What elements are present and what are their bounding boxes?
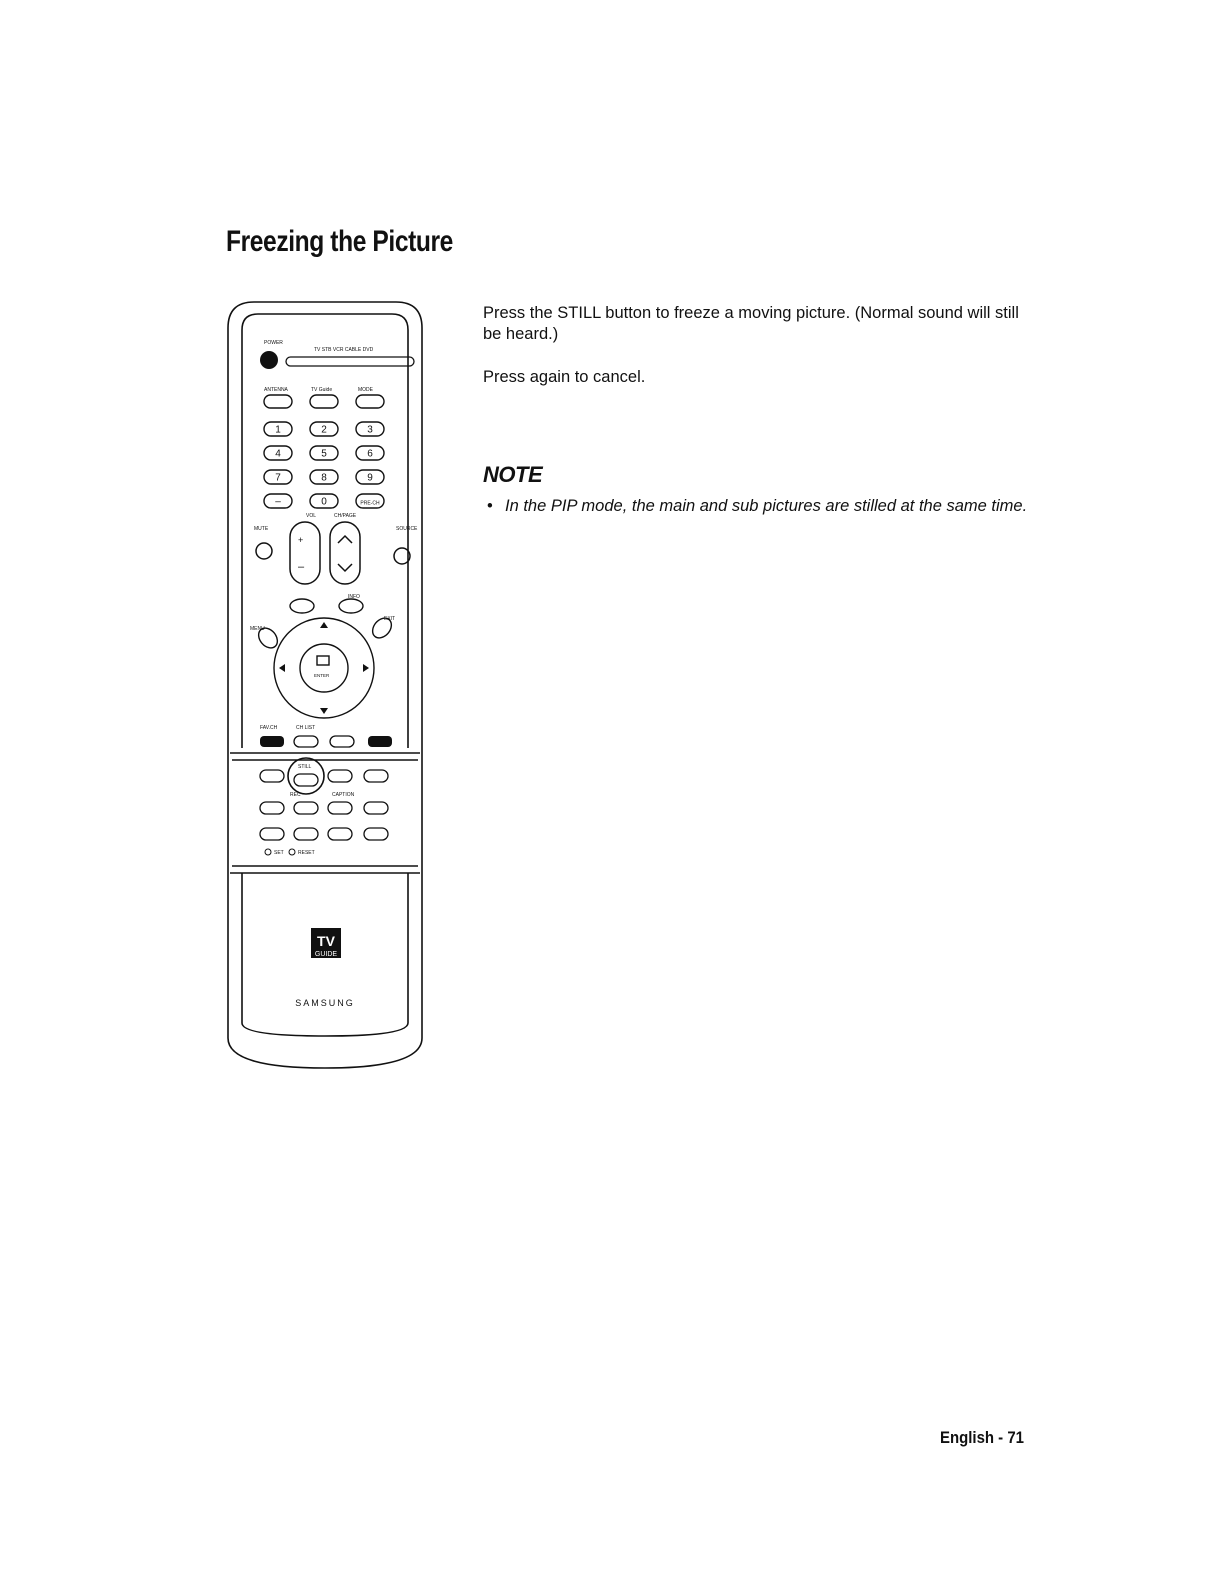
slide-panel-button[interactable] <box>364 828 388 840</box>
note-heading: NOTE <box>483 462 543 487</box>
digit-label: 6 <box>367 448 373 460</box>
antenna-mode-button[interactable] <box>290 599 314 613</box>
caption-label: CAPTION <box>332 792 355 798</box>
mode-slider[interactable] <box>286 357 414 366</box>
volume-up-icon: + <box>298 535 304 545</box>
page-title: Freezing the Picture <box>226 225 453 258</box>
color-button[interactable] <box>368 736 392 747</box>
info-label: INFO <box>348 594 360 600</box>
note-text: In the PIP mode, the main and sub pictures are stilled at the same time. <box>505 497 1028 515</box>
fav-ch-button[interactable] <box>260 736 284 747</box>
set-label: SET <box>274 850 284 856</box>
number-keypad <box>264 422 384 508</box>
slide-panel-button[interactable] <box>328 802 352 814</box>
slide-panel-button[interactable] <box>328 770 352 782</box>
set-indicator-icon <box>265 849 271 855</box>
chlist-label: CH LIST <box>296 725 316 731</box>
volume-down-icon: – <box>298 561 305 573</box>
reset-label: RESET <box>298 850 315 856</box>
digit-label: 4 <box>275 448 281 460</box>
antenna-button[interactable] <box>264 395 292 408</box>
ch-list-button[interactable] <box>294 736 318 747</box>
mode-button[interactable] <box>356 395 384 408</box>
digit-label: 2 <box>321 424 327 436</box>
slide-panel-button[interactable] <box>294 802 318 814</box>
digit-label: 9 <box>367 472 373 484</box>
power-button[interactable] <box>260 351 278 369</box>
fav-label: FAV.CH <box>260 725 278 731</box>
source-label: SOURCE <box>396 526 418 532</box>
bullet-icon: • <box>487 497 493 515</box>
d-net-button[interactable] <box>330 736 354 747</box>
chpage-label: CH/PAGE <box>334 513 357 519</box>
page-number: English - 71 <box>940 1428 1024 1447</box>
digit-label: 3 <box>367 424 373 436</box>
right-arrow-icon <box>363 664 369 672</box>
slide-panel-button[interactable] <box>364 770 388 782</box>
digit-label: 0 <box>321 496 327 508</box>
digit-label: 5 <box>321 448 327 460</box>
enter-button[interactable] <box>300 644 348 692</box>
vol-label: VOL <box>306 513 317 519</box>
tvguide-button[interactable] <box>310 395 338 408</box>
remote-control-illustration <box>224 298 426 1070</box>
slide-panel-button[interactable] <box>260 802 284 814</box>
channel-up-icon <box>338 536 352 543</box>
brand-name: SAMSUNG <box>295 998 355 1008</box>
note-item <box>483 496 1028 516</box>
tvguide-label: TV Guide <box>311 387 333 393</box>
digit-label: PRE-CH <box>360 500 380 507</box>
slide-panel-button[interactable] <box>328 828 352 840</box>
slide-panel-button[interactable] <box>294 828 318 840</box>
mute-button[interactable] <box>256 543 272 559</box>
channel-down-icon <box>338 564 352 571</box>
volume-rocker[interactable] <box>290 522 320 584</box>
mode-indicators: TV STB VCR CABLE DVD <box>314 347 374 353</box>
mute-label: MUTE <box>254 526 269 532</box>
instruction-1: Press the STILL button to freeze a moving picture. (Normal sound will still be heard.) <box>483 304 1019 343</box>
left-arrow-icon <box>279 664 285 672</box>
info-button[interactable] <box>339 599 363 613</box>
instructions <box>483 303 1028 410</box>
note-list <box>483 496 1028 516</box>
digit-label: 1 <box>275 424 281 436</box>
menu-label: MENU <box>250 626 265 632</box>
reset-indicator-icon <box>289 849 295 855</box>
slide-panel-button[interactable] <box>260 828 284 840</box>
up-arrow-icon <box>320 622 328 628</box>
directional-pad[interactable] <box>274 618 374 718</box>
antenna-label: ANTENNA <box>264 387 288 393</box>
digit-label: 7 <box>275 472 281 484</box>
tv-guide-logo-top: TV <box>317 933 335 949</box>
enter-icon <box>317 656 329 665</box>
exit-label: EXIT <box>384 616 396 622</box>
digit-label: – <box>275 496 281 508</box>
digit-label: 8 <box>321 472 327 484</box>
still-label: STILL <box>298 764 312 770</box>
tv-guide-logo-bottom: GUIDE <box>314 951 338 958</box>
instruction-2: Press again to cancel. <box>483 368 646 386</box>
rec-label: REC <box>290 792 301 798</box>
power-label: POWER <box>264 340 283 346</box>
enter-label: ENTER <box>314 673 330 678</box>
channel-rocker[interactable] <box>330 522 360 584</box>
down-arrow-icon <box>320 708 328 714</box>
slide-panel-button[interactable] <box>364 802 388 814</box>
still-button[interactable] <box>294 774 318 786</box>
mode-label: MODE <box>358 387 373 393</box>
slide-panel-button[interactable] <box>260 770 284 782</box>
